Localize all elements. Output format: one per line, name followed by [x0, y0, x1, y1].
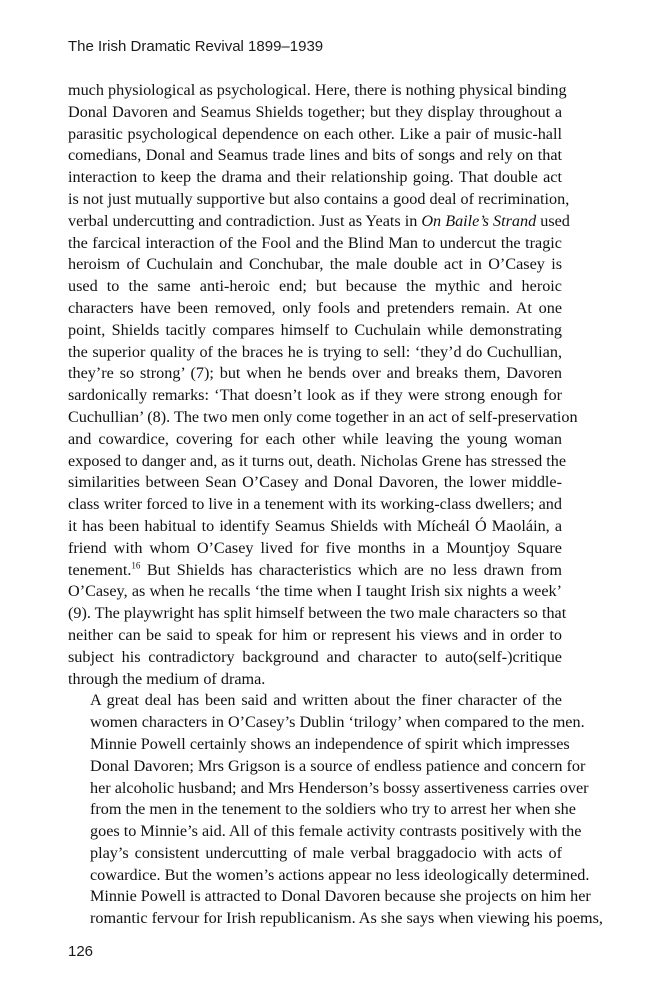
text-run: But Shields has characteristics which are no less drawn from	[140, 560, 562, 579]
text-line	[68, 211, 570, 233]
text-line	[68, 102, 562, 124]
text-line	[68, 581, 562, 603]
text-line	[68, 690, 562, 712]
text-run: through the medium of drama.	[68, 669, 266, 688]
text-run: O’Casey, as when he recalls ‘the time when I taught Irish six nights a week’	[68, 582, 562, 601]
text-line	[68, 276, 562, 298]
text-run: characters have been removed, only fools and pretenders remain. At one	[68, 298, 562, 317]
text-run: class writer forced to live in a tenement with its working-class dwellers; and	[68, 495, 562, 514]
text-run: and cowardice, covering for each other while leaving the young woman	[68, 429, 562, 448]
body-text	[68, 80, 603, 930]
text-line	[68, 712, 585, 734]
text-line	[68, 385, 562, 407]
text-line	[68, 124, 562, 146]
text-run: her alcoholic husband; and Mrs Henderson’s bossy assertiveness carries over	[90, 778, 589, 797]
text-run: Donal Davoren; Mrs Grigson is a source of endless patience and concern for	[90, 756, 586, 775]
text-run: sardonically remarks: ‘That doesn’t look as if they were strong enough for	[68, 386, 562, 405]
text-run: friend with whom O’Casey lived for five months in a Mountjoy Square	[68, 538, 562, 557]
text-run: Donal Davoren and Seamus Shields together; but they display throughout a	[68, 102, 562, 121]
text-run: neither can be said to speak for him or represent his views and in order to	[68, 625, 562, 644]
text-run: play’s consistent undercutting of male verbal braggadocio with acts of	[90, 843, 562, 862]
text-line	[68, 560, 562, 582]
text-line	[68, 865, 590, 887]
text-line	[68, 145, 562, 167]
text-line	[68, 363, 562, 385]
text-line	[68, 342, 562, 364]
text-line	[68, 799, 576, 821]
text-run: the superior quality of the braces he is trying to sell: ‘they’d do Cuchullian,	[68, 342, 562, 361]
text-run: heroism of Cuchulain and Conchubar, the male double act in O’Casey is	[68, 255, 562, 274]
text-run: exposed to danger and, as it turns out, death. Nicholas Grene has stressed the	[68, 451, 567, 470]
text-run: A great deal has been said and written about the finer character of the	[90, 691, 562, 710]
text-line	[68, 320, 562, 342]
text-line	[68, 625, 562, 647]
italic-title: On Baile’s Strand	[421, 211, 537, 230]
text-run: from the men in the tenement to the soldiers who try to arrest her when she	[90, 800, 576, 819]
text-run: interaction to keep the drama and their relationship going. That double act	[68, 168, 562, 187]
text-run: similarities between Sean O’Casey and Donal Davoren, the lower middle-	[68, 473, 562, 492]
text-line	[68, 429, 562, 451]
text-line	[68, 538, 562, 560]
text-line	[68, 167, 562, 189]
text-run: parasitic psychological dependence on each other. Like a pair of music-hall	[68, 124, 562, 143]
running-head: The Irish Dramatic Revival 1899–1939	[68, 38, 324, 55]
text-line	[68, 298, 562, 320]
text-run: tenement.	[68, 560, 132, 579]
text-line	[68, 756, 586, 778]
text-run: they’re so strong’ (7); but when he bends over and breaks them, Davoren	[68, 364, 562, 383]
text-line	[68, 189, 570, 211]
text-line	[68, 516, 562, 538]
text-line	[68, 603, 567, 625]
text-run: much physiological as psychological. Here, there is nothing physical binding	[68, 81, 567, 99]
text-run: goes to Minnie’s aid. All of this female activity contrasts positively with the	[90, 822, 582, 841]
text-line	[68, 472, 562, 494]
text-line	[68, 734, 570, 756]
text-run: verbal undercutting and contradiction. Just as Yeats in	[68, 211, 422, 230]
text-line	[68, 494, 562, 516]
text-run: comedians, Donal and Seamus trade lines and bits of songs and rely on that	[68, 146, 562, 165]
text-run: the farcical interaction of the Fool and the Blind Man to undercut the tragic	[68, 233, 562, 252]
text-run: it has been habitual to identify Seamus Shields with Mícheál Ó Maoláin, a	[68, 516, 562, 535]
text-line	[68, 233, 562, 255]
text-run: used to the same anti-heroic end; but because the mythic and heroic	[68, 277, 562, 296]
paragraph	[68, 80, 578, 690]
text-line	[68, 407, 578, 429]
text-line	[68, 254, 562, 276]
text-run: Cuchullian’ (8). The two men only come together in an act of self-preservation	[68, 407, 578, 426]
text-line	[68, 886, 591, 908]
text-run: is not just mutually supportive but also contains a good deal of recrimination,	[68, 189, 570, 208]
footnote-marker: 16	[131, 560, 141, 571]
text-run: Minnie Powell is attracted to Donal Davoren because she projects on him her	[90, 887, 591, 906]
text-run: (9). The playwright has split himself between the two male characters so that	[68, 604, 567, 623]
text-line	[68, 843, 562, 865]
text-line	[68, 821, 582, 843]
page-number: 126	[68, 943, 94, 960]
text-line	[68, 647, 562, 669]
paragraph	[68, 690, 603, 930]
text-line	[68, 80, 567, 102]
text-run: romantic fervour for Irish republicanism. As she says when viewing his poems,	[90, 909, 603, 928]
text-run: cowardice. But the women’s actions appear no less ideologically determined.	[90, 865, 590, 884]
text-run: Minnie Powell certainly shows an independence of spirit which impresses	[90, 734, 570, 753]
text-line	[68, 669, 562, 691]
text-run: women characters in O’Casey’s Dublin ‘trilogy’ when compared to the men.	[90, 713, 585, 732]
text-run: used	[536, 211, 570, 230]
text-run: subject his contradictory background and character to auto(self-)critique	[68, 647, 562, 666]
text-line	[68, 451, 567, 473]
text-line	[68, 778, 589, 800]
text-run: point, Shields tacitly compares himself to Cuchulain while demonstrating	[68, 320, 562, 339]
text-line	[68, 908, 603, 930]
